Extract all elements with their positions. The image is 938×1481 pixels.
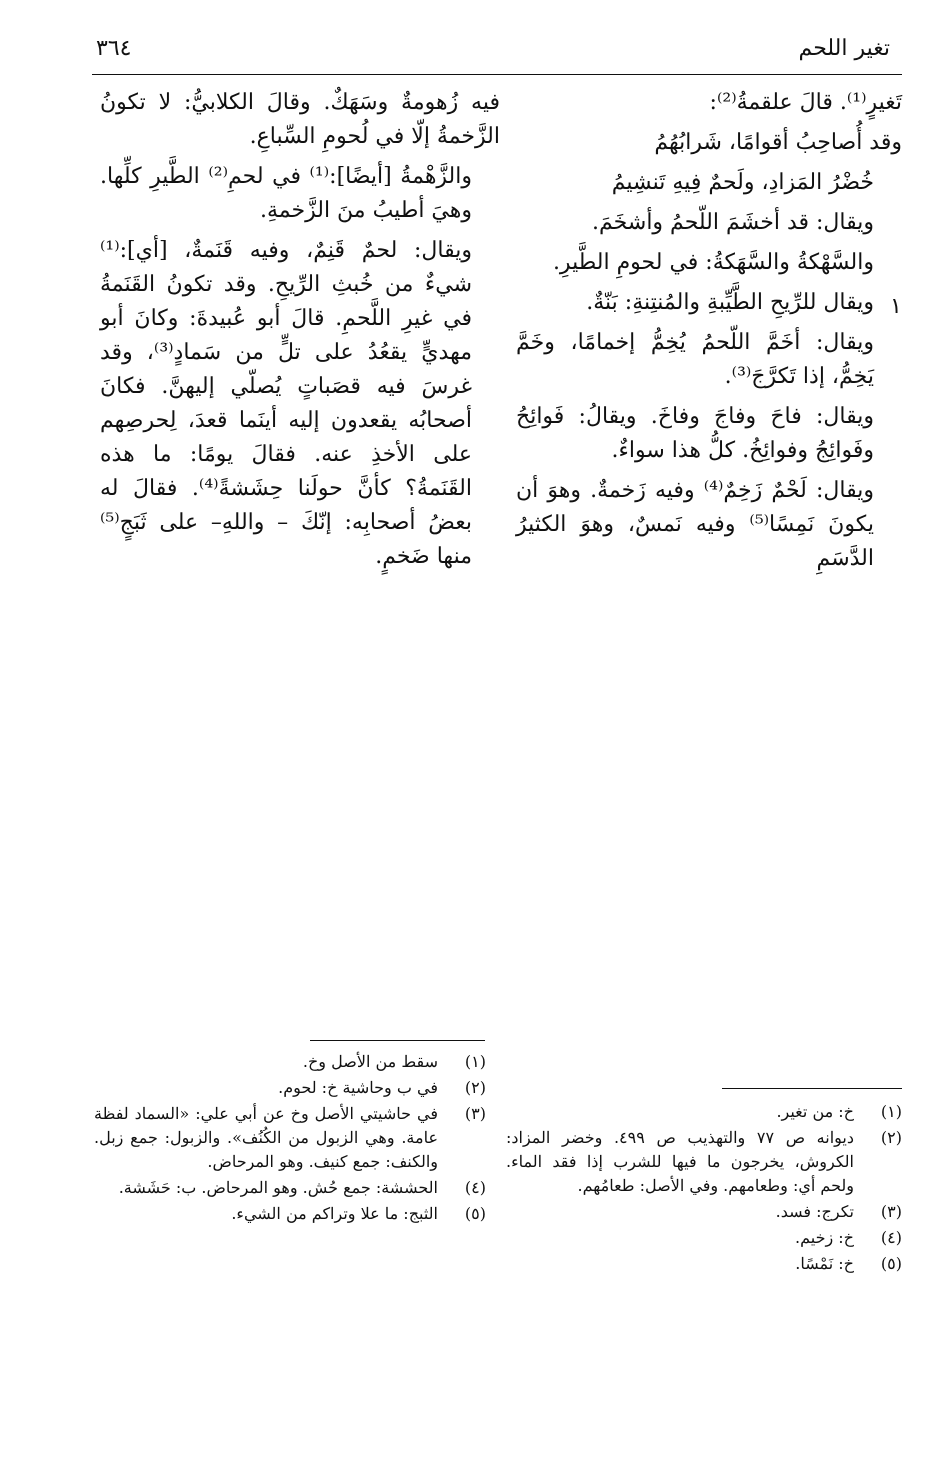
paragraph: ويقال: قد أخشَمَ اللّحمُ وأشخَمَ.	[592, 210, 874, 235]
paragraph: فيه زُهومةٌ وسَهَكٌ. وقالَ الكلابيُّ: لا تكونُ الزَّخمةُ إلّا في لُحومِ السِّباعِ.	[100, 90, 500, 149]
paragraph: ويقال: فاحَ وفاجَ وفاخَ. ويقالُ: فَوائِحُ وفَوائِجُ وفوائِخُ. كلُّ هذا سواءٌ.	[516, 404, 874, 463]
footnote	[94, 1050, 486, 1074]
footnote-number: (١)	[880, 1102, 902, 1121]
page-number: ٣٦٤	[96, 36, 132, 61]
footnote	[94, 1202, 486, 1226]
paragraph: ويقال: لَحْمٌ زَخِمٌ⁽⁴⁾ وفيه زَخمةٌ. وهوَ أن يكونَ نَمِسًا⁽⁵⁾ وفيه نَمسٌ، وهوَ الكثيرُ الدَّسَمِ	[516, 478, 874, 571]
verse-line-2: خُضْرُ المَزادِ، ولَحمٌ فِيهِ تَنشِيمُ	[611, 170, 874, 195]
footnotes-right	[506, 1100, 902, 1278]
paragraph: ويقال: لحمٌ قَنِمٌ، وفيه قَنَمةٌ، [أي]:⁽¹⁾ شيءٌ من خُبثِ الرِّيحِ. وقد تكونُ القَنَمةُ في غيرِ اللَّحمِ. قالَ أبو عُبيدةَ: وكانَ أبو مهديٍّ يقعُدُ على تلٍّ من سَمادٍ⁽³⁾، وقد غرسَ فيه قصَباتٍ يُصلّي إليهنَّ. فكانَ أصحابُه يقعدون إليه أينَما قعدَ، لِحرصِهم على الأخذِ عنه. فقالَ يومًا: ما هذه القَنَمةُ؟ كأنَّ حولَنا حِشَشةً⁽⁴⁾. فقالَ له بعضُ أصحابِه: إنّكَ – واللهِ– على ثَبَجٍ⁽⁵⁾ منها ضَخمٍ.	[100, 238, 472, 569]
footnote-number: (٢)	[880, 1128, 902, 1147]
footnote-text: الحششة: جمع حُش. وهو المرحاض. ب: حَشَشة.	[118, 1178, 438, 1197]
footnote	[94, 1102, 486, 1174]
footnote-text: خ: نَمْسًا.	[795, 1254, 854, 1273]
footnote-number: (٥)	[880, 1254, 902, 1273]
footnote	[506, 1252, 902, 1276]
footnote-number: (٣)	[464, 1104, 486, 1123]
paragraph: والسَّهْكةُ والسَّهَكةُ: في لحومِ الطَّيرِ.	[552, 250, 874, 275]
left-column	[100, 86, 500, 580]
footnote-number: (٣)	[880, 1202, 902, 1221]
header-divider	[92, 74, 902, 75]
paragraph: ويقال: أخَمَّ اللّحمُ يُخِمُّ إخمامًا، وخَمَّ يَخِمُّ، إذا تَكرَّجَ⁽³⁾.	[516, 330, 874, 389]
verse-line-1: وقد أُصاحِبُ أقوامًا، شَرابُهُمُ	[654, 130, 902, 155]
footnote-divider	[722, 1088, 902, 1089]
footnote-text: خ: من تغير.	[776, 1102, 854, 1121]
footnote-text: سقط من الأصل وخ.	[302, 1052, 438, 1071]
paragraph: تَغيرٍ⁽¹⁾. قالَ علقمةُ⁽²⁾:	[709, 90, 902, 115]
footnote-number: (٤)	[464, 1178, 486, 1197]
footnote-number: (٥)	[464, 1204, 486, 1223]
footnote	[94, 1076, 486, 1100]
right-column	[516, 86, 902, 582]
paragraph: والزَّهْمةُ [أيضًا]:⁽¹⁾ في لحمِ⁽²⁾ الطَّيرِ كلِّها. وهيَ أطيبُ منَ الزَّخمةِ.	[100, 164, 473, 223]
footnote-text: في ب وحاشية خ: لحوم.	[278, 1078, 438, 1097]
footnote	[506, 1100, 902, 1124]
footnote-number: (١)	[464, 1052, 486, 1071]
footnote-text: الثبج: ما علا وتراكم من الشيء.	[231, 1204, 438, 1223]
footnote-text: تكرج: فسد.	[775, 1202, 854, 1221]
footnote-number: (٤)	[880, 1228, 902, 1247]
footnote	[506, 1126, 902, 1198]
page-title: تغير اللحم	[798, 36, 890, 61]
footnotes-left	[94, 1050, 486, 1228]
footnote-text: ديوانه ص ٧٧ والتهذيب ص ٤٩٩. وخضر المزاد: الكروش، يخرجون ما فيها للشرب إذا فقد الماء. ولحم أي: وطعامهم. وفي الأصل: طعامُهم.	[506, 1128, 854, 1195]
paragraph: ويقال للرِّيحِ الطَّيِّبةِ والمُنتِنةِ: بَنّةٌ.	[586, 290, 874, 315]
footnote-number: (٢)	[464, 1078, 486, 1097]
footnote-divider	[310, 1040, 485, 1041]
footnote	[506, 1200, 902, 1224]
margin-marker: ١	[890, 294, 902, 319]
footnote-text: في حاشيتي الأصل وخ عن أبي علي: «السماد لفظة عامة. وهي الزبول من الكُنُف». والزبول: جمع زبل. والكنف: جمع كنيف. وهو المرحاض.	[94, 1104, 438, 1171]
footnote-text: خ: زخيم.	[795, 1228, 854, 1247]
footnote	[506, 1226, 902, 1250]
footnote	[94, 1176, 486, 1200]
